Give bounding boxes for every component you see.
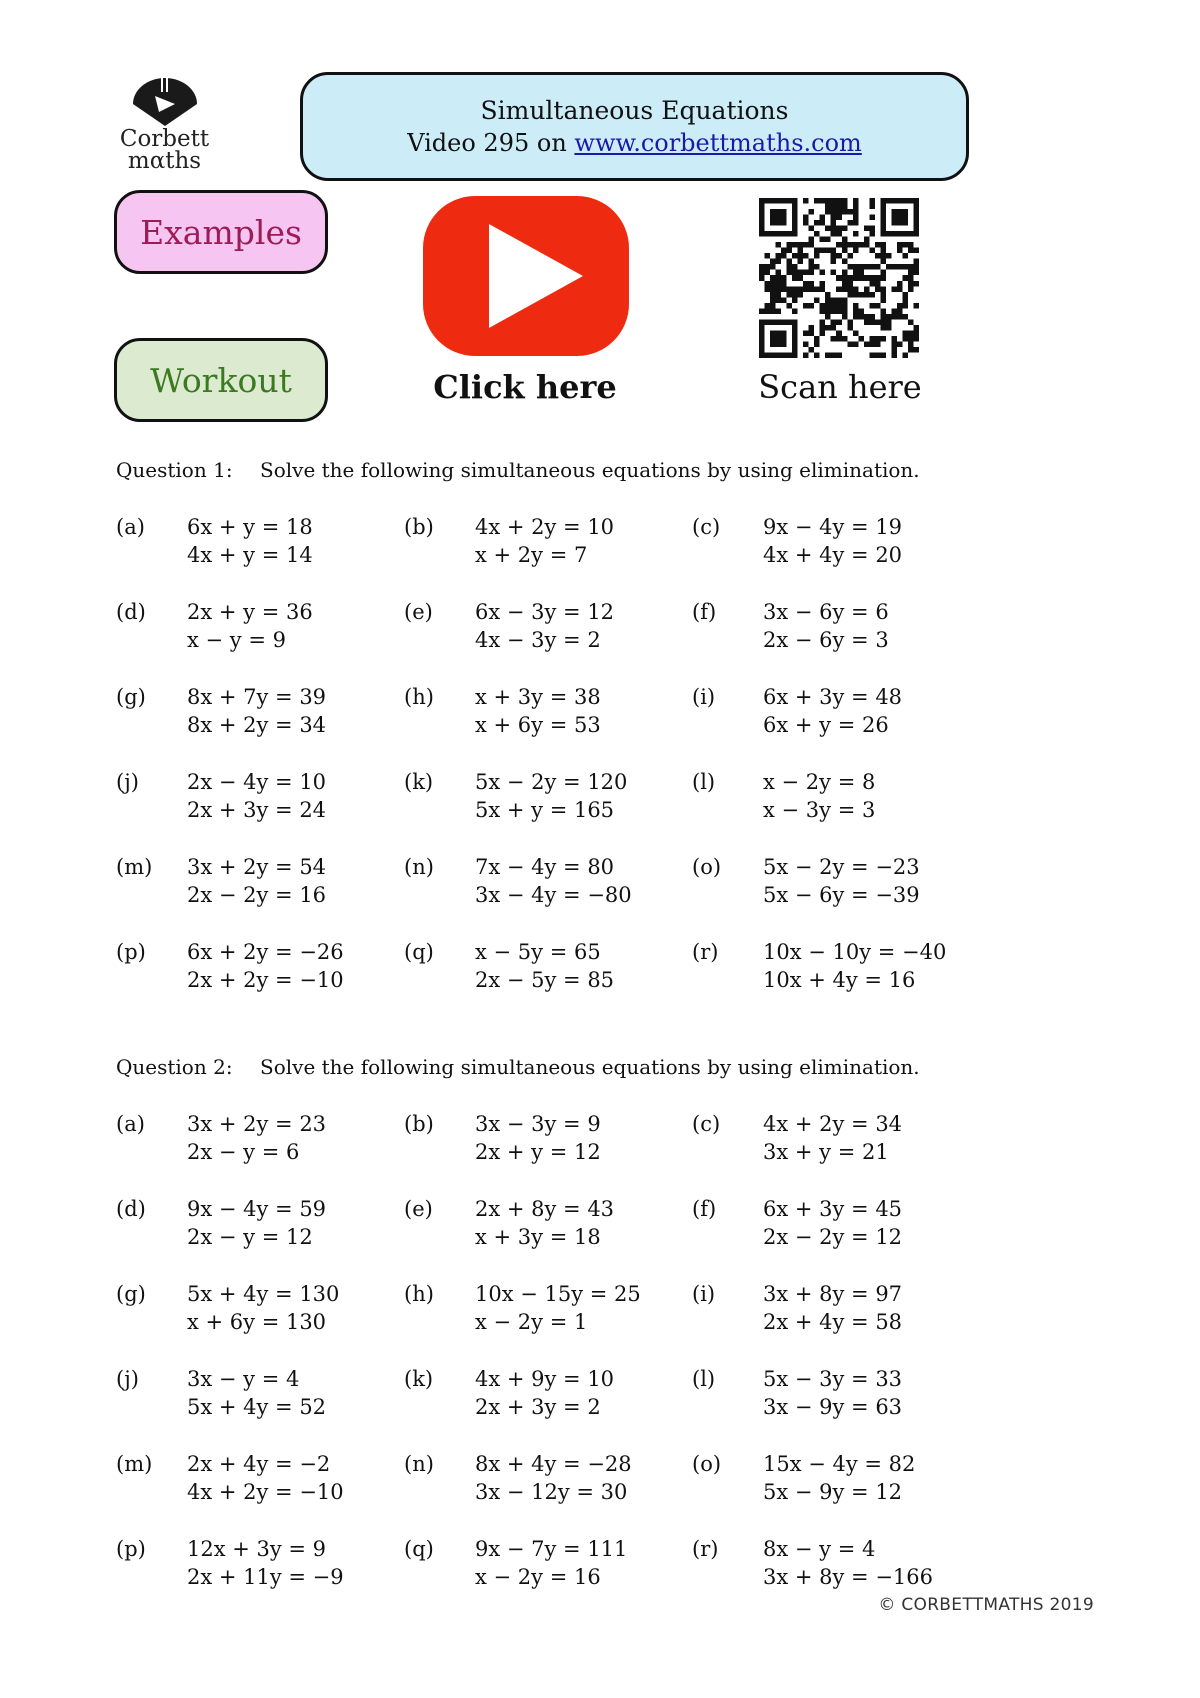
item-label: (d) [116, 1197, 146, 1221]
item-label: (f) [692, 1197, 717, 1221]
equation-1: x + 3y = 38 [475, 685, 601, 709]
equation-1: 2x + 8y = 43 [475, 1197, 615, 1221]
title-box [300, 72, 969, 181]
equation-1: 8x − y = 4 [763, 1537, 876, 1561]
question-2-label: Question 2: [116, 1055, 233, 1079]
item-label: (m) [116, 855, 153, 879]
equation-pair [475, 1450, 632, 1506]
video-play-button[interactable] [423, 196, 629, 356]
equation-2: 2x − y = 6 [187, 1140, 300, 1164]
equation-pair [475, 598, 614, 654]
item-label: (k) [404, 770, 434, 794]
equation-pair [763, 513, 902, 569]
item-label: (e) [404, 600, 433, 624]
equation-pair [763, 853, 920, 909]
question-1-label: Question 1: [116, 458, 233, 482]
equation-pair [187, 1450, 344, 1506]
item-label: (c) [692, 1112, 721, 1136]
equation-pair [475, 513, 614, 569]
equation-2: x − 2y = 16 [475, 1565, 601, 1589]
item-label: (m) [116, 1452, 153, 1476]
item-label: (b) [404, 515, 434, 539]
item-label: (a) [116, 515, 145, 539]
item-label: (p) [116, 1537, 146, 1561]
equation-2: 3x + y = 21 [763, 1140, 889, 1164]
equation-pair [763, 1110, 902, 1166]
equation-pair [475, 1535, 627, 1591]
equation-1: 15x − 4y = 82 [763, 1452, 916, 1476]
item-label: (j) [116, 770, 139, 794]
equation-1: 6x + y = 18 [187, 515, 313, 539]
equation-pair [475, 1110, 601, 1166]
item-label: (n) [404, 855, 434, 879]
item-label: (l) [692, 1367, 716, 1391]
item-label: (o) [692, 855, 722, 879]
item-label: (i) [692, 685, 716, 709]
equation-pair [763, 1450, 915, 1506]
equation-1: x − 5y = 65 [475, 940, 601, 964]
equation-2: 2x − 5y = 85 [475, 968, 615, 992]
logo-word-maths: mαths [127, 148, 202, 174]
equation-1: 3x − y = 4 [187, 1367, 300, 1391]
video-reference-text: Video 295 on [407, 129, 575, 157]
equation-1: x − 2y = 8 [763, 770, 876, 794]
equation-2: 2x − y = 12 [187, 1225, 313, 1249]
qr-code-icon[interactable] [759, 198, 919, 358]
equation-1: 4x + 2y = 34 [763, 1112, 903, 1136]
logo-emblem-icon [129, 78, 201, 128]
item-label: (h) [404, 1282, 434, 1306]
equation-2: x − y = 9 [187, 628, 286, 652]
question-2-instruction: Solve the following simultaneous equations by using elimination. [260, 1055, 920, 1079]
equation-pair [763, 1195, 902, 1251]
equation-2: 4x − 3y = 2 [475, 628, 601, 652]
equation-2: x + 6y = 53 [475, 713, 601, 737]
equation-2: x + 2y = 7 [475, 543, 588, 567]
equation-pair [763, 1280, 902, 1336]
equation-pair [187, 853, 326, 909]
equation-2: 4x + 4y = 20 [763, 543, 903, 567]
corbettmaths-link[interactable]: www.corbettmaths.com [574, 129, 862, 157]
question-1-heading [116, 458, 920, 482]
equation-1: 9x − 7y = 111 [475, 1537, 628, 1561]
logo-word-corbett: Corbett [119, 126, 210, 152]
item-label: (j) [116, 1367, 139, 1391]
equation-pair [763, 938, 946, 994]
equation-pair [763, 1365, 902, 1421]
equation-1: 7x − 4y = 80 [475, 855, 615, 879]
equation-1: 9x − 4y = 59 [187, 1197, 327, 1221]
item-label: (c) [692, 515, 721, 539]
equation-pair [187, 768, 326, 824]
equation-1: 5x − 2y = −23 [763, 855, 920, 879]
equation-2: 2x + 2y = −10 [187, 968, 344, 992]
equation-1: 3x + 2y = 54 [187, 855, 327, 879]
item-label: (p) [116, 940, 146, 964]
click-here-label[interactable]: Click here [433, 368, 617, 406]
equation-2: 3x − 12y = 30 [475, 1480, 628, 1504]
equation-1: 3x − 3y = 9 [475, 1112, 601, 1136]
equation-pair [187, 1280, 339, 1336]
equation-2: 2x + 3y = 2 [475, 1395, 601, 1419]
equation-2: x + 6y = 130 [187, 1310, 327, 1334]
equation-pair [475, 768, 627, 824]
equation-2: 5x − 9y = 12 [763, 1480, 903, 1504]
equation-pair [187, 938, 344, 994]
item-label: (r) [692, 1537, 719, 1561]
equation-2: 2x + 11y = −9 [187, 1565, 344, 1589]
equation-1: 9x − 4y = 19 [763, 515, 903, 539]
equation-1: 8x + 7y = 39 [187, 685, 327, 709]
equation-2: x + 3y = 18 [475, 1225, 601, 1249]
item-label: (r) [692, 940, 719, 964]
equation-1: 2x − 4y = 10 [187, 770, 327, 794]
equation-pair [475, 938, 614, 994]
item-label: (o) [692, 1452, 722, 1476]
equation-pair [187, 1535, 344, 1591]
equation-2: 3x + 8y = −166 [763, 1565, 933, 1589]
equation-2: 4x + 2y = −10 [187, 1480, 344, 1504]
item-label: (k) [404, 1367, 434, 1391]
equation-2: 3x − 9y = 63 [763, 1395, 903, 1419]
item-label: (q) [404, 940, 434, 964]
equation-2: 8x + 2y = 34 [187, 713, 327, 737]
equation-2: 5x − 6y = −39 [763, 883, 920, 907]
equation-1: 4x + 9y = 10 [475, 1367, 615, 1391]
equation-pair [763, 1535, 933, 1591]
equation-1: 3x + 8y = 97 [763, 1282, 903, 1306]
item-label: (f) [692, 600, 717, 624]
equation-1: 10x − 10y = −40 [763, 940, 947, 964]
equation-2: x − 2y = 1 [475, 1310, 588, 1334]
equation-1: 5x − 2y = 120 [475, 770, 628, 794]
corbettmaths-logo [112, 78, 217, 188]
equation-2: 6x + y = 26 [763, 713, 889, 737]
equation-pair [475, 1280, 641, 1336]
copyright: © CORBETTMATHS 2019 [878, 1595, 1094, 1615]
equation-1: 3x − 6y = 6 [763, 600, 889, 624]
item-label: (g) [116, 685, 146, 709]
equation-pair [187, 598, 313, 654]
equation-2: 2x + y = 12 [475, 1140, 601, 1164]
question-2-heading [116, 1055, 920, 1079]
equation-1: 6x + 3y = 45 [763, 1197, 903, 1221]
equation-2: 2x − 2y = 12 [763, 1225, 903, 1249]
item-label: (g) [116, 1282, 146, 1306]
equation-pair [187, 1365, 326, 1421]
equation-pair [763, 598, 889, 654]
equation-1: 6x + 3y = 48 [763, 685, 903, 709]
equation-2: 4x + y = 14 [187, 543, 313, 567]
equation-2: 3x − 4y = −80 [475, 883, 632, 907]
equation-2: 2x − 6y = 3 [763, 628, 889, 652]
question-1-instruction: Solve the following simultaneous equations by using elimination. [260, 458, 920, 482]
equation-pair [187, 513, 313, 569]
equation-1: 10x − 15y = 25 [475, 1282, 641, 1306]
equation-1: 2x + 4y = −2 [187, 1452, 331, 1476]
page-title: Simultaneous Equations [480, 96, 789, 125]
item-label: (b) [404, 1112, 434, 1136]
equation-2: 5x + y = 165 [475, 798, 615, 822]
equation-pair [475, 1365, 614, 1421]
equation-pair [763, 683, 902, 739]
item-label: (a) [116, 1112, 145, 1136]
equation-pair [187, 683, 326, 739]
item-label: (d) [116, 600, 146, 624]
equation-1: 4x + 2y = 10 [475, 515, 615, 539]
equation-2: 5x + 4y = 52 [187, 1395, 327, 1419]
item-label: (e) [404, 1197, 433, 1221]
equation-2: x − 3y = 3 [763, 798, 876, 822]
workout-button[interactable]: Workout [114, 338, 328, 422]
equation-1: 8x + 4y = −28 [475, 1452, 632, 1476]
video-reference [303, 127, 966, 159]
equation-pair [763, 768, 875, 824]
equation-pair [475, 1195, 614, 1251]
item-label: (n) [404, 1452, 434, 1476]
examples-button[interactable]: Examples [114, 190, 328, 274]
item-label: (i) [692, 1282, 716, 1306]
item-label: (h) [404, 685, 434, 709]
equation-2: 10x + 4y = 16 [763, 968, 916, 992]
equation-1: 2x + y = 36 [187, 600, 313, 624]
equation-1: 5x − 3y = 33 [763, 1367, 903, 1391]
play-icon [423, 196, 629, 356]
equation-pair [187, 1195, 326, 1251]
equation-pair [475, 853, 632, 909]
equation-2: 2x + 4y = 58 [763, 1310, 903, 1334]
equation-pair [475, 683, 601, 739]
equation-1: 3x + 2y = 23 [187, 1112, 327, 1136]
equation-1: 6x − 3y = 12 [475, 600, 615, 624]
scan-here-label: Scan here [758, 368, 922, 406]
equation-2: 2x + 3y = 24 [187, 798, 327, 822]
equation-1: 6x + 2y = −26 [187, 940, 344, 964]
equation-2: 2x − 2y = 16 [187, 883, 327, 907]
item-label: (q) [404, 1537, 434, 1561]
equation-1: 5x + 4y = 130 [187, 1282, 340, 1306]
equation-pair [187, 1110, 326, 1166]
equation-1: 12x + 3y = 9 [187, 1537, 327, 1561]
item-label: (l) [692, 770, 716, 794]
